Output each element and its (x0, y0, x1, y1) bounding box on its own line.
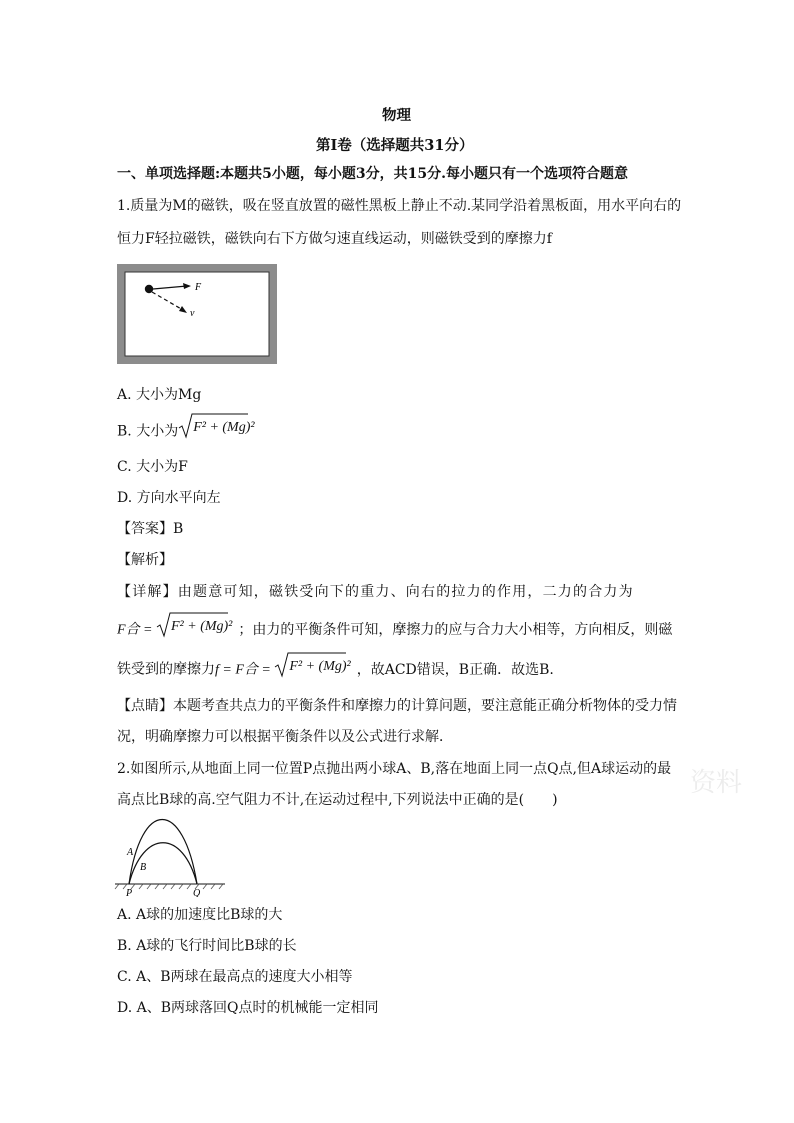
q1-detail-line3-suffix: ，故ACD错误，B正确．故选B. (356, 661, 554, 678)
watermark: 资料 (690, 768, 743, 798)
sqrt-sign (178, 413, 248, 439)
q1-comment-line1: 【点睛】本题考查共点力的平衡条件和摩擦力的计算问题，要注意能正确分析物体的受力情 (117, 698, 677, 714)
q1-detail-line2-text: ；由力的平衡条件可知，摩擦力的应与合力大小相等，方向相反，则磁 (238, 621, 673, 638)
q2-option-a: A. A球的加速度比B球的大 (117, 907, 283, 923)
label-a: A (127, 847, 134, 858)
q1-option-d: D. 方向水平向左 (117, 490, 221, 506)
label-b: B (140, 862, 147, 873)
q1-answer: 【答案】B (117, 521, 184, 537)
q1-blackboard-figure (117, 264, 277, 364)
f-he-symbol: F合 = (117, 622, 156, 638)
q2-option-b: B. A球的飞行时间比B球的长 (117, 938, 297, 954)
label-q: Q (193, 888, 201, 897)
q1-detail-line3-prefix: 铁受到的摩擦力 (117, 661, 215, 678)
sqrt-expression (156, 617, 232, 636)
force-label: F (195, 282, 202, 293)
q1-option-b-prefix: B. 大小为 (117, 423, 179, 440)
q1-detail-line2 (117, 620, 672, 640)
q1-detail-line2-math: F² + (Mg)² (171, 619, 233, 634)
page-title: 物理 (382, 107, 411, 124)
velocity-label: v (190, 308, 195, 319)
magnet-dot (145, 285, 153, 293)
q1-detail-line1: 【详解】由题意可知，磁铁受向下的重力、向右的拉力的作用，二力的合力为 (117, 584, 634, 600)
q1-detail-line3-math: F² + (Mg)² (289, 659, 351, 674)
section-heading: 一、单项选择题:本题共5小题，每小题3分，共15分.每小题只有一个选项符合题意 (117, 166, 629, 182)
q1-comment-line2: 况，明确摩擦力可以根据平衡条件以及公式进行求解． (117, 729, 453, 745)
q1-option-c: C. 大小为F (117, 459, 188, 475)
q1-analysis-label: 【解析】 (117, 552, 173, 568)
section-subtitle: 第Ⅰ卷（选择题共31分） (316, 137, 474, 154)
sqrt-sign (274, 652, 346, 678)
q2-stem-line1: 2.如图所示,从地面上同一位置P点抛出两小球A、B,落在地面上同一点Q点,但A球运动的最 (117, 761, 672, 777)
q2-trajectory-figure (113, 812, 228, 897)
q1-option-a: A. 大小为Mg (117, 387, 202, 403)
q1-option-b (117, 422, 255, 441)
q1-detail-line3 (117, 660, 554, 680)
sqrt-sign (156, 612, 228, 638)
sqrt-expression (178, 418, 254, 437)
q1-stem-line2: 恒力F轻拉磁铁，磁铁向右下方做匀速直线运动，则磁铁受到的摩擦力f (117, 231, 552, 247)
q1-option-b-math: F² + (Mg)² (193, 420, 255, 435)
label-p: P (126, 888, 133, 897)
q2-stem-line2: 高点比B球的高.空气阻力不计,在运动过程中,下列说法中正确的是( ) (117, 792, 558, 808)
friction-equation: f = F合 = (215, 662, 275, 678)
q2-option-c: C. A、B两球在最高点的速度大小相等 (117, 969, 353, 985)
sqrt-expression (274, 657, 350, 676)
q2-option-d: D. A、B两球落回Q点时的机械能一定相同 (117, 1000, 379, 1016)
q1-stem-line1: 1.质量为M的磁铁，吸在竖直放置的磁性黑板上静止不动.某同学沿着黑板面，用水平向右的 (117, 198, 682, 214)
trajectory-a (129, 820, 197, 885)
